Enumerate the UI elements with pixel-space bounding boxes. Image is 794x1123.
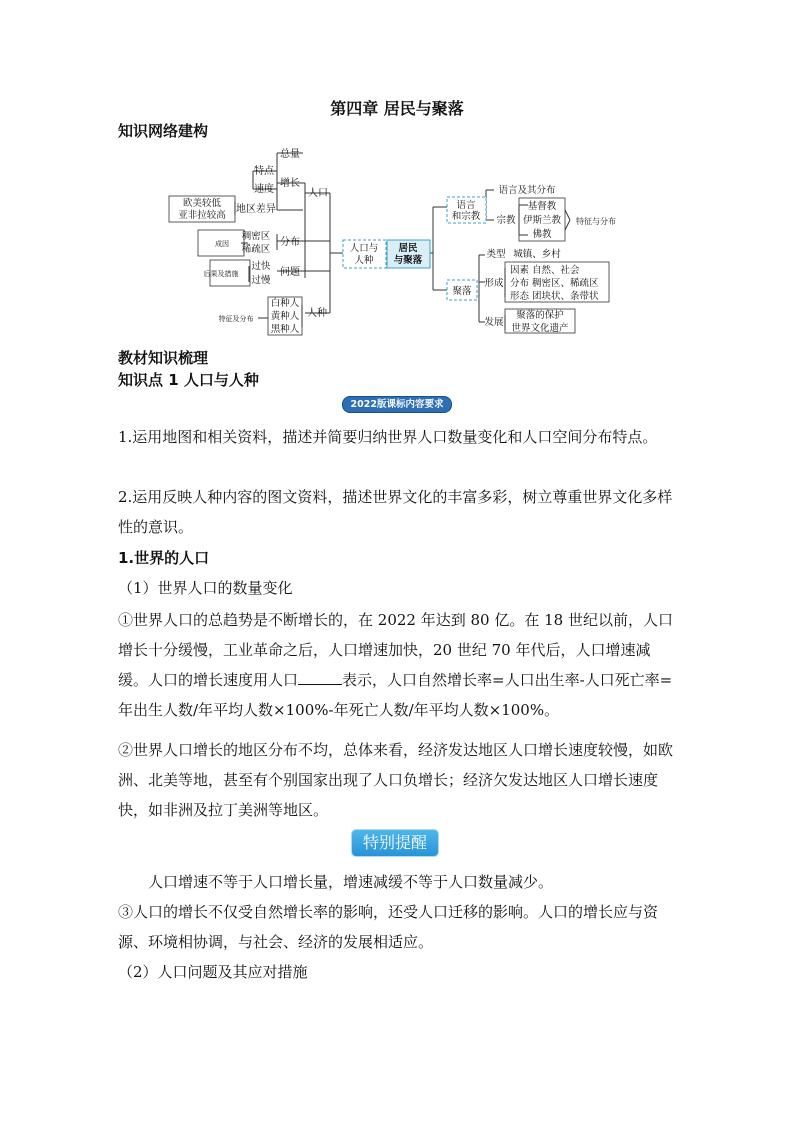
paragraph-1-part-b: 表示，人口自然增长率=人口出生率-人口死亡率=年出生人数/年平均人数×100%-年死亡人数/年平均人数×100%。 bbox=[118, 671, 673, 719]
section-heading-textbook: 教材知识梳理 bbox=[118, 349, 209, 367]
mm-diqu: 地区差异 bbox=[236, 204, 276, 215]
mm-choumi: 稠密区 bbox=[241, 231, 271, 242]
mm-yuyan-fenbu: 语言及其分布 bbox=[498, 185, 556, 196]
mm-center-1: 居民 bbox=[398, 243, 418, 254]
chapter-title: 第四章 居民与聚落 bbox=[330, 99, 464, 118]
mm-huang: 黄种人 bbox=[270, 311, 300, 322]
paragraph-2: ②世界人口增长的地区分布不均，总体来看，经济发达地区人口增长速度较慢，如欧洲、北美等地，甚至有个别国家出现了人口负增长；经济欠发达地区人口增长速度快，如非洲及拉丁美洲等地区。 bbox=[118, 741, 674, 819]
section-heading-point1: 知识点 1 人口与人种 bbox=[118, 371, 259, 389]
heading-population-problem: （2）人口问题及其应对措施 bbox=[118, 963, 308, 981]
mm-tedian: 特点 bbox=[254, 166, 274, 177]
mm-yafeila: 亚非拉较高 bbox=[178, 210, 226, 221]
mm-center-2: 与聚落 bbox=[393, 255, 423, 266]
mm-baohu: 聚落的保护 bbox=[516, 310, 564, 321]
fill-blank[interactable] bbox=[298, 670, 342, 685]
mm-guoman: 过慢 bbox=[251, 275, 271, 286]
mm-houguo: 后果及措施 bbox=[203, 270, 239, 278]
curriculum-badge: 2022版课标内容要求 bbox=[342, 396, 452, 413]
heading-population-change: （1）世界人口的数量变化 bbox=[118, 579, 293, 597]
mm-bai: 白种人 bbox=[270, 298, 300, 309]
mm-wenti: 问题 bbox=[280, 267, 300, 278]
mm-xingtai: 形态 团块状、条带状 bbox=[510, 291, 599, 302]
mm-zongliang: 总量 bbox=[280, 149, 300, 160]
mm-fenbu: 分布 bbox=[280, 237, 300, 248]
mm-oumei: 欧美较低 bbox=[182, 198, 222, 209]
mm-yichan: 世界文化遗产 bbox=[511, 323, 569, 334]
section-heading-network: 知识网络建构 bbox=[118, 122, 209, 140]
mm-yuyan-2: 和宗教 bbox=[451, 211, 481, 222]
mm-left-root-2: 人种 bbox=[354, 255, 374, 266]
mm-left-root-1: 人口与 bbox=[349, 243, 379, 254]
mm-fo: 佛教 bbox=[532, 229, 552, 240]
knowledge-mindmap bbox=[0, 0, 794, 345]
mm-yisilan: 伊斯兰教 bbox=[522, 215, 562, 226]
mm-zongjiao: 宗教 bbox=[496, 215, 516, 226]
mm-tezheng: 特征及分布 bbox=[218, 315, 254, 323]
mm-xishu: 稀疏区 bbox=[241, 244, 271, 255]
mm-yinsu: 因素 自然、社会 bbox=[510, 265, 580, 276]
mm-sudu: 速度 bbox=[254, 184, 274, 195]
mm-fenbu2: 分布 稠密区、稀疏区 bbox=[510, 278, 599, 289]
mm-zengzhang: 增长 bbox=[280, 178, 300, 189]
heading-world-population: 1.世界的人口 bbox=[118, 549, 210, 567]
mm-xingcheng: 形成 bbox=[484, 278, 504, 289]
mm-juluo: 聚落 bbox=[452, 286, 472, 297]
paragraph-1 bbox=[118, 605, 678, 725]
mm-renkou: 人口 bbox=[308, 188, 328, 199]
reminder-text: 人口增速不等于人口增长量，增速减缓不等于人口数量减少。 bbox=[148, 873, 554, 891]
mm-renzhong: 人种 bbox=[307, 308, 327, 319]
mm-jidu: 基督教 bbox=[527, 201, 557, 212]
mm-tezheng-fenbu: 特征与分布 bbox=[576, 217, 616, 226]
mm-guokuai: 过快 bbox=[251, 261, 271, 272]
mm-hei: 黑种人 bbox=[270, 324, 300, 335]
mm-yuyan-1: 语言 bbox=[456, 200, 476, 211]
mm-leixing: 类型 bbox=[486, 249, 506, 260]
paragraph-3: ③人口的增长不仅受自然增长率的影响，还受人口迁移的影响。人口的增长应与资源、环境相协调，与社会、经济的发展相适应。 bbox=[118, 903, 659, 951]
requirement-1: 1.运用地图和相关资料，描述并简要归纳世界人口数量变化和人口空间分布特点。 bbox=[118, 428, 658, 446]
special-reminder-banner: 特别提醒 bbox=[352, 830, 438, 856]
mm-leixing-val: 城镇、乡村 bbox=[513, 249, 561, 260]
mm-chengyin: 成因 bbox=[215, 240, 229, 248]
mm-fazhan: 发展 bbox=[484, 317, 504, 328]
paragraph-1-part-a: ①世界人口的总趋势是不断增长的，在 2022 年达到 80 亿。在 18 世纪以前，人口增长十分缓慢，工业革命之后，人口增速加快，20 世纪 70 年代后，人口增速减缓。人口的增长速度用人口 bbox=[118, 611, 673, 689]
requirement-2: 2.运用反映人种内容的图文资料，描述世界文化的丰富多彩，树立尊重世界文化多样性的意识。 bbox=[118, 488, 673, 536]
